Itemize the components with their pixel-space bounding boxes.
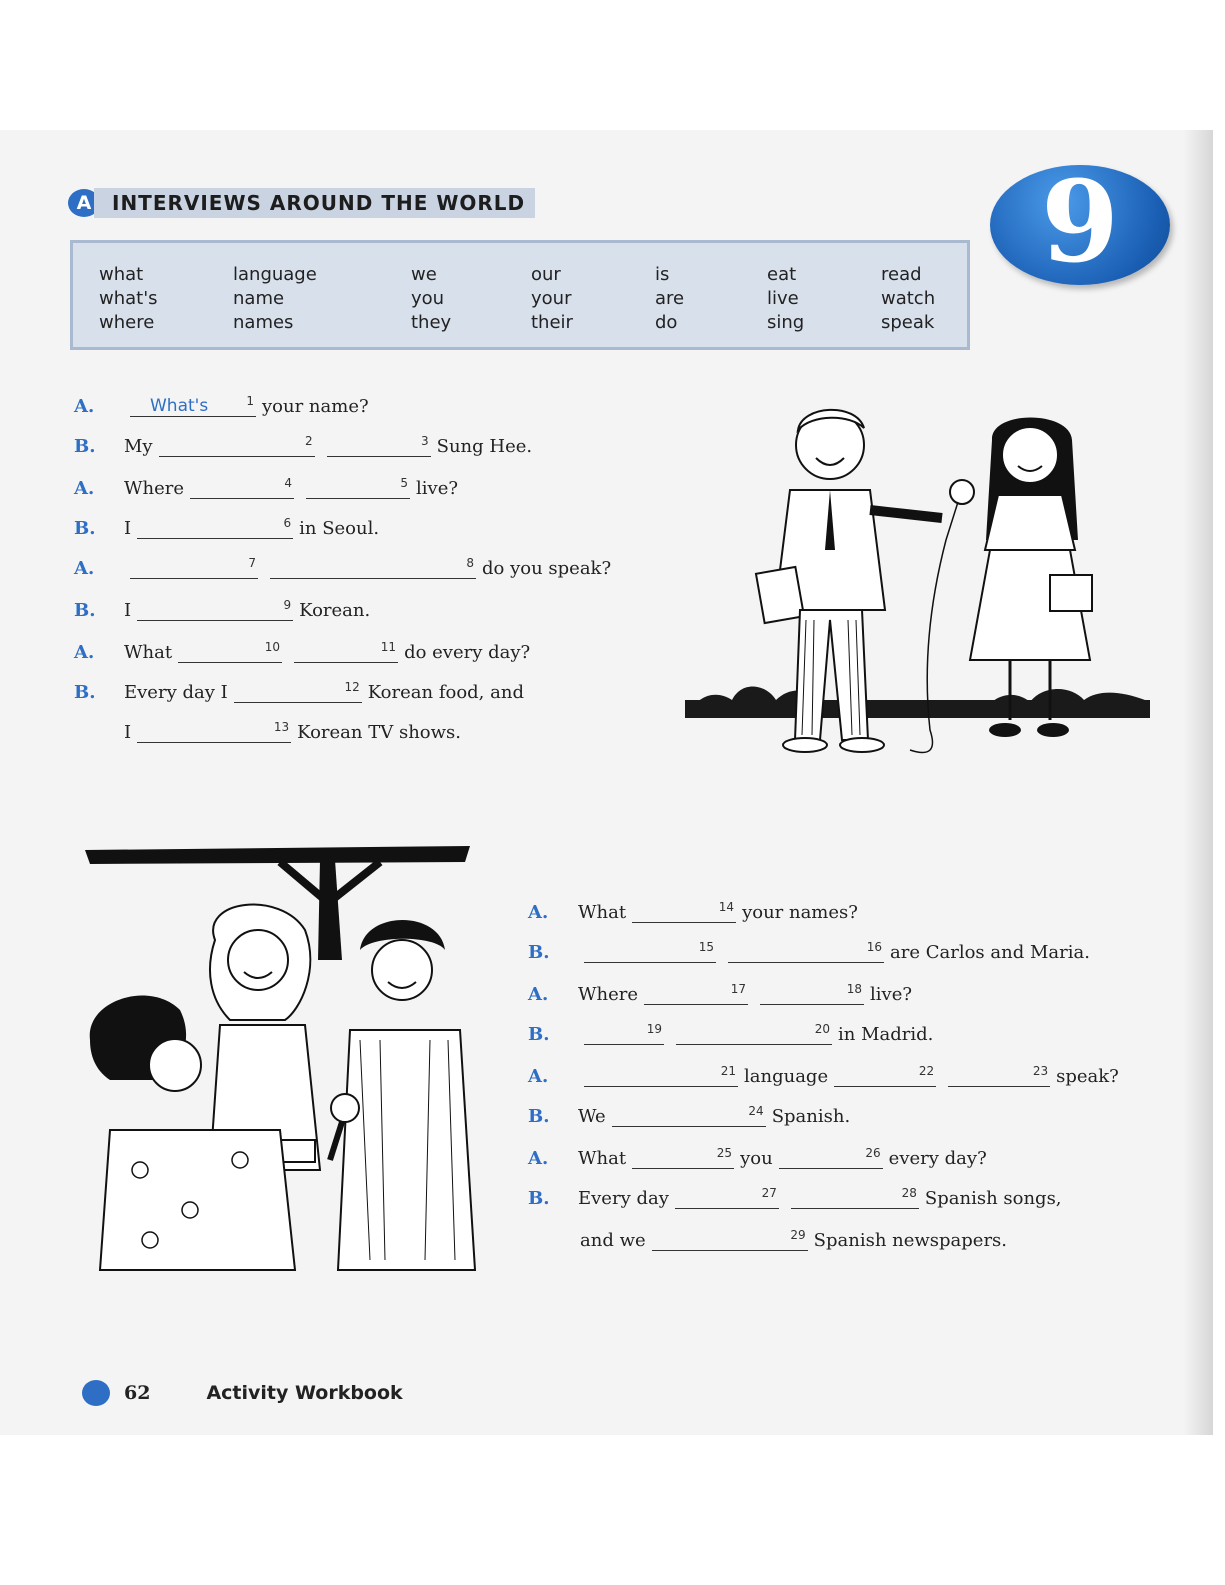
dialog2-line-1 (528, 902, 858, 923)
answer-blank[interactable] (779, 1148, 883, 1169)
blank-number: 20 (814, 1022, 830, 1036)
word: what's (99, 288, 158, 309)
answer-blank[interactable] (137, 600, 293, 621)
section-badge: A (68, 189, 100, 217)
word-box (70, 240, 970, 350)
word: what (99, 264, 144, 285)
girl-head (1002, 427, 1058, 483)
answer-blank[interactable] (644, 984, 748, 1005)
dialog2-line-3 (528, 984, 912, 1005)
dialog-text: every day? (888, 1148, 987, 1169)
answer-blank[interactable] (190, 478, 294, 499)
word-column-7 (881, 263, 935, 335)
blank-number: 11 (380, 640, 397, 654)
answer-blank[interactable] (632, 1148, 734, 1169)
answer-blank[interactable] (159, 436, 315, 457)
blank-number: 10 (264, 640, 281, 654)
speaker-label: A. (528, 1066, 549, 1087)
dialog-text: What (124, 642, 173, 663)
dialog2-line-5 (528, 1066, 1119, 1087)
blank-number: 3 (420, 434, 429, 448)
dialog1-line-8 (74, 682, 524, 703)
dialog-text: are Carlos and Maria. (890, 942, 1090, 963)
dialog-text: I (124, 600, 132, 621)
dialog1-line-4 (74, 518, 379, 539)
interview-illustration-1 (680, 400, 1160, 780)
word: where (99, 312, 155, 333)
dialog-text: I (124, 518, 132, 539)
dialog-text: live? (416, 478, 459, 499)
dialog-text: do you speak? (482, 558, 612, 579)
blank-number: 21 (720, 1064, 736, 1078)
answer-blank[interactable] (948, 1066, 1050, 1087)
blank-number: 17 (730, 982, 747, 996)
answer-blank[interactable] (584, 942, 716, 963)
word: you (411, 288, 445, 309)
word: language (233, 264, 317, 285)
word: eat (767, 264, 797, 285)
section-title: INTERVIEWS AROUND THE WORLD (94, 188, 535, 218)
answer-blank[interactable] (584, 1066, 738, 1087)
blank-number: 2 (304, 434, 313, 448)
word: read (881, 264, 922, 285)
blank-number: 6 (283, 516, 292, 530)
word-column-6 (767, 263, 804, 335)
dialog2-line-7 (528, 1148, 987, 1169)
section-header (68, 188, 535, 218)
blank-number: 27 (761, 1186, 777, 1200)
dialog-text: do every day? (404, 642, 531, 663)
speaker-label: A. (528, 1148, 549, 1169)
dialog2-line-4 (528, 1024, 933, 1045)
word: are (655, 288, 685, 309)
page-edge-shadow (1183, 130, 1213, 1435)
dialog-text: Spanish newspapers. (813, 1230, 1008, 1251)
woman2-floral-top (100, 1130, 295, 1270)
blank-number: 29 (790, 1228, 806, 1242)
answer-blank[interactable] (137, 518, 293, 539)
blank-number: 19 (646, 1022, 662, 1036)
blank-number: 22 (918, 1064, 935, 1078)
dialog-text: What (578, 902, 627, 923)
woman-head (228, 930, 288, 990)
speaker-label: B. (74, 600, 96, 621)
blank-number: 18 (846, 982, 863, 996)
answer-blank[interactable] (612, 1106, 766, 1127)
dialog-text: in Madrid. (838, 1024, 934, 1045)
word-column-5 (655, 263, 684, 335)
blank-number: 4 (284, 476, 293, 490)
dialog1-line-6 (74, 600, 370, 621)
answer-blank[interactable] (652, 1230, 808, 1251)
word: name (233, 288, 285, 309)
dialog-text: Spanish songs, (924, 1188, 1062, 1209)
answer-blank[interactable] (130, 396, 256, 417)
dialog2-line-6 (528, 1106, 850, 1127)
word: names (233, 312, 294, 333)
blank-number: 25 (716, 1146, 733, 1160)
word: they (411, 312, 452, 333)
blank-number: 9 (283, 598, 292, 612)
filled-answer: What's (150, 396, 209, 416)
dialog-text: and we (580, 1230, 646, 1251)
dialog-text: Where (124, 478, 185, 499)
dialog-text: your names? (742, 902, 858, 923)
answer-blank[interactable] (791, 1188, 919, 1209)
dialog-text: My (124, 436, 153, 457)
word: we (411, 264, 437, 285)
word: live (767, 288, 799, 309)
dialog-text: language (744, 1066, 829, 1087)
dialog-text: What (578, 1148, 627, 1169)
man-shoe (783, 738, 827, 752)
dialog2-line-9 (580, 1230, 1007, 1251)
interview-illustration-2 (80, 840, 500, 1280)
speaker-label: B. (74, 518, 96, 539)
dialog2-line-8 (528, 1188, 1062, 1209)
ground-strip (685, 700, 1150, 718)
word-column-2 (233, 263, 317, 335)
dialog-text: Every day (578, 1188, 669, 1209)
man2-head (372, 940, 432, 1000)
blank-number: 16 (866, 940, 882, 954)
tree-trunk (318, 860, 342, 960)
dialog-text: Spanish. (771, 1106, 851, 1127)
page-number: 62 (124, 1382, 151, 1404)
dialog-text: Korean food, and (367, 682, 524, 703)
girl-blouse (985, 495, 1075, 550)
answer-blank[interactable] (834, 1066, 936, 1087)
dialog-text: Sung Hee. (436, 436, 533, 457)
dialog-text: Korean. (299, 600, 371, 621)
blank-number: 7 (248, 556, 256, 570)
answer-blank[interactable] (137, 722, 291, 743)
footer-dot-icon (82, 1380, 110, 1406)
blank-number: 28 (901, 1186, 917, 1200)
word-column-4 (531, 263, 573, 335)
word: watch (881, 288, 936, 309)
blank-number: 15 (698, 940, 714, 954)
blank-number: 8 (466, 556, 474, 570)
girl-purse (1050, 575, 1092, 611)
book-title: Activity Workbook (206, 1382, 403, 1404)
man-shoe (840, 738, 884, 752)
dialog-text: in Seoul. (299, 518, 380, 539)
answer-blank[interactable] (632, 902, 736, 923)
tree-canopy (85, 846, 470, 864)
speaker-label: A. (74, 478, 95, 499)
blank-number: 5 (400, 476, 409, 490)
unit-number: 9 (1041, 157, 1119, 288)
word: sing (767, 312, 805, 333)
answer-blank[interactable] (306, 478, 410, 499)
answer-blank[interactable] (675, 1188, 779, 1209)
speaker-label: B. (528, 1024, 550, 1045)
dialog-text: I (124, 722, 132, 743)
woman2-face (149, 1039, 201, 1091)
blank-number: 14 (718, 900, 735, 914)
dialog-text: Where (578, 984, 639, 1005)
man-arm (870, 510, 942, 518)
speaker-label: A. (528, 902, 549, 923)
word: speak (881, 312, 935, 333)
answer-blank[interactable] (760, 984, 864, 1005)
speaker-label: B. (528, 1188, 550, 1209)
speaker-label: B. (528, 942, 550, 963)
dialog1-line-7 (74, 642, 530, 663)
dialog1-line-5 (74, 558, 611, 579)
word-column-3 (411, 263, 451, 335)
dialog-text: your name? (262, 396, 369, 417)
dialog-text: We (578, 1106, 606, 1127)
answer-blank[interactable] (178, 642, 282, 663)
speaker-label: A. (74, 642, 95, 663)
microphone (331, 1094, 359, 1122)
unit-number-badge (990, 157, 1170, 288)
speaker-label: A. (74, 396, 95, 417)
page-footer (82, 1380, 403, 1406)
answer-blank[interactable] (270, 558, 476, 579)
girl-shoe (1037, 723, 1069, 737)
microphone (950, 480, 974, 504)
dialog1-line-3 (74, 478, 458, 499)
dialog1-line-2 (74, 436, 532, 457)
dialog-text: live? (870, 984, 913, 1005)
dialog1-line-1 (74, 396, 369, 417)
word: do (655, 312, 678, 333)
blank-number: 13 (273, 720, 290, 734)
blank-number: 23 (1032, 1064, 1049, 1078)
word: their (531, 312, 573, 333)
blank-number: 24 (748, 1104, 764, 1118)
dialog-text: Every day I (124, 682, 228, 703)
answer-blank[interactable] (327, 436, 431, 457)
word: your (531, 288, 572, 309)
speaker-label: B. (74, 682, 96, 703)
dialog-text: speak? (1056, 1066, 1119, 1087)
answer-blank[interactable] (234, 682, 362, 703)
answer-blank[interactable] (294, 642, 398, 663)
answer-blank[interactable] (676, 1024, 832, 1045)
dialog1-line-9 (124, 722, 461, 743)
answer-blank[interactable] (728, 942, 884, 963)
man-book (756, 567, 804, 623)
blank-number: 12 (344, 680, 360, 694)
dialog-text: you (740, 1148, 773, 1169)
blank-number: 26 (865, 1146, 881, 1160)
word: is (655, 264, 670, 285)
word: our (531, 264, 561, 285)
dialog2-line-2 (528, 942, 1090, 963)
word-column-1 (99, 263, 158, 335)
speaker-label: B. (74, 436, 96, 457)
speaker-label: A. (528, 984, 549, 1005)
dialog-text: Korean TV shows. (297, 722, 461, 743)
answer-blank[interactable] (584, 1024, 664, 1045)
blank-number: 1 (246, 394, 254, 408)
speaker-label: A. (74, 558, 95, 579)
answer-blank[interactable] (130, 558, 258, 579)
microphone-handle (330, 1122, 342, 1160)
speaker-label: B. (528, 1106, 550, 1127)
girl-shoe (989, 723, 1021, 737)
